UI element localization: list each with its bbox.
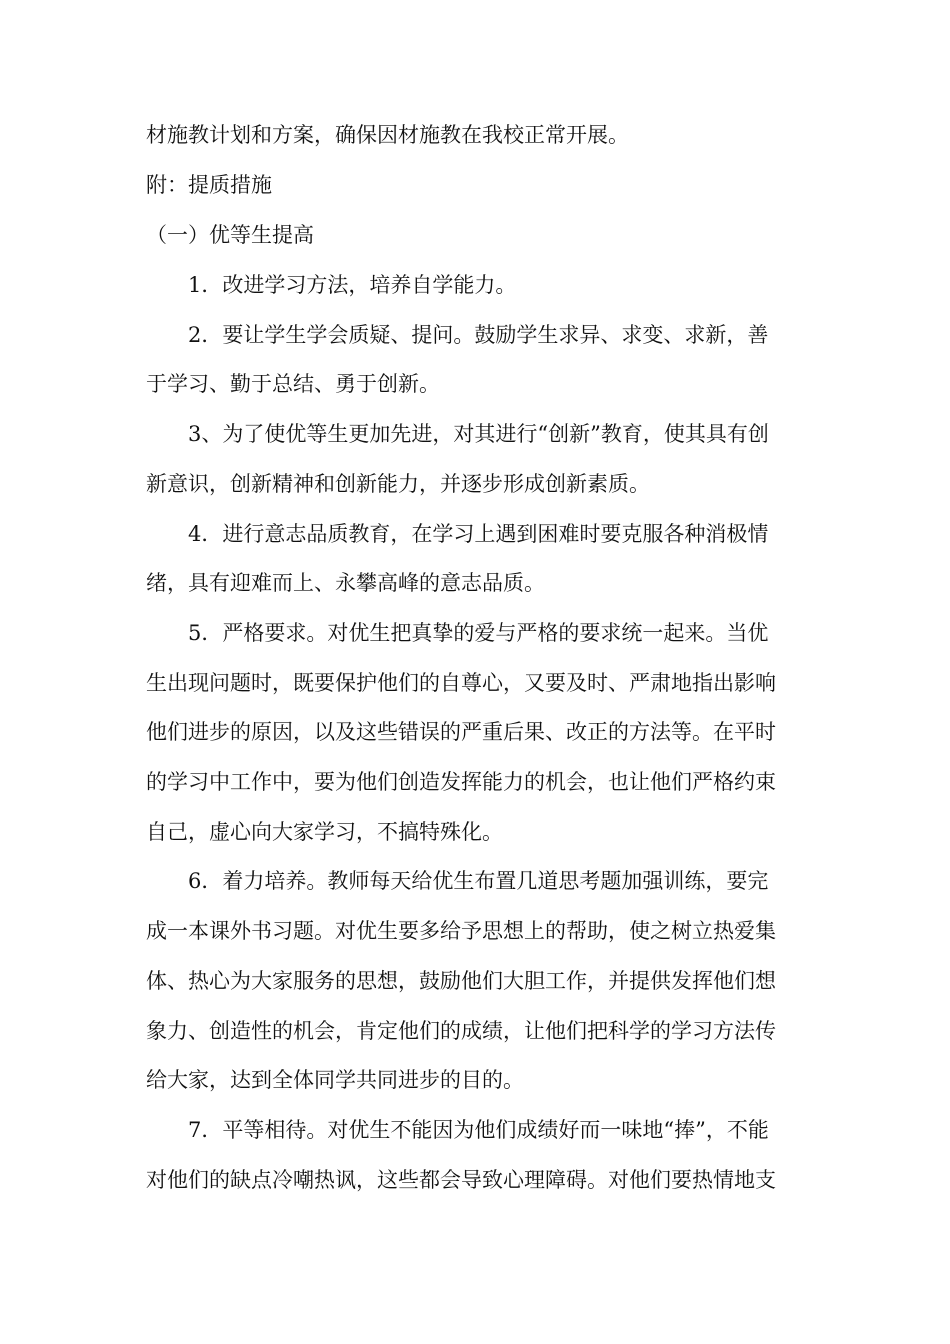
text-line: 5．严格要求。对优生把真挚的爱与严格的要求统一起来。当优	[188, 621, 769, 645]
text-line: 3、为了使优等生更加先进，对其进行“创新”教育，使其具有创	[188, 422, 769, 446]
appendix-heading: 附：提质措施	[146, 173, 272, 197]
text-line: 新意识，创新精神和创新能力，并逐步形成创新素质。	[146, 472, 650, 496]
text-line: 成一本课外书习题。对优生要多给予思想上的帮助，使之树立热爱集	[146, 919, 776, 943]
section-heading: （一）优等生提高	[146, 223, 314, 247]
text-line: 于学习、勤于总结、勇于创新。	[146, 372, 440, 396]
text-line: 4．进行意志品质教育，在学习上遇到困难时要克服各种消极情	[188, 522, 769, 546]
text-line: 象力、创造性的机会，肯定他们的成绩，让他们把科学的学习方法传	[146, 1019, 776, 1043]
text-line: 2．要让学生学会质疑、提问。鼓励学生求异、求变、求新，善	[188, 323, 769, 347]
text-line: 自己，虚心向大家学习，不搞特殊化。	[146, 820, 503, 844]
text-line: 体、热心为大家服务的思想，鼓励他们大胆工作，并提供发挥他们想	[146, 969, 776, 993]
text-line: 6．着力培养。教师每天给优生布置几道思考题加强训练，要完	[188, 869, 769, 893]
text-line: 给大家，达到全体同学共同进步的目的。	[146, 1068, 524, 1092]
text-line: 他们进步的原因，以及这些错误的严重后果、改正的方法等。在平时	[146, 720, 776, 744]
text-line: 绪，具有迎难而上、永攀高峰的意志品质。	[146, 571, 545, 595]
text-line: 对他们的缺点冷嘲热讽，这些都会导致心理障碍。对他们要热情地支	[146, 1168, 776, 1192]
text-line: 1．改进学习方法，培养自学能力。	[188, 273, 517, 297]
text-line: 生出现问题时，既要保护他们的自尊心，又要及时、严肃地指出影响	[146, 671, 776, 695]
text-line: 的学习中工作中，要为他们创造发挥能力的机会，也让他们严格约束	[146, 770, 776, 794]
text-line: 材施教计划和方案，确保因材施教在我校正常开展。	[146, 123, 629, 147]
text-line: 7．平等相待。对优生不能因为他们成绩好而一味地“捧”，不能	[188, 1118, 769, 1142]
